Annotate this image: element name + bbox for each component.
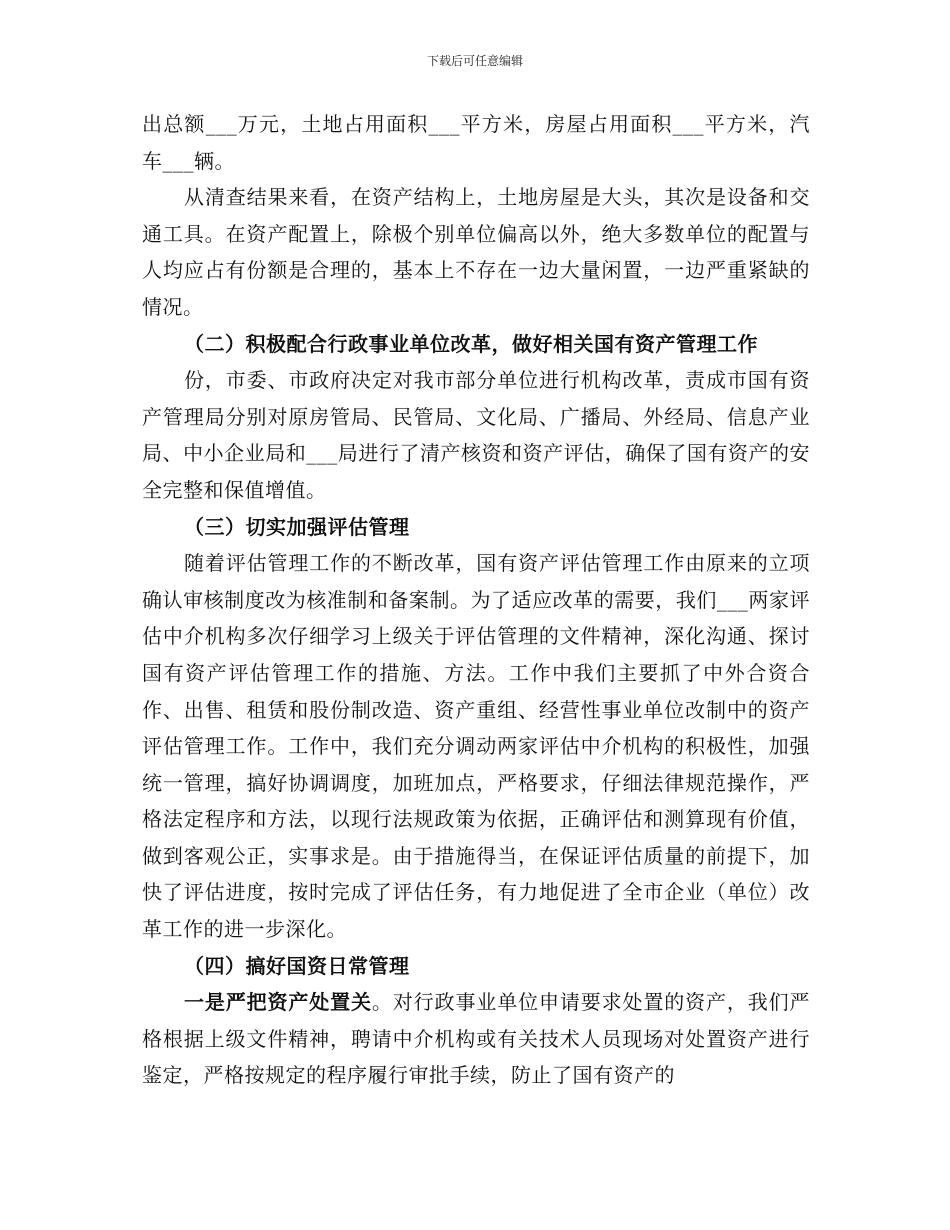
page-header: 下载后可任意编辑 [426,54,523,68]
paragraph-asset-totals: 出总额___万元，土地占用面积___平方米，房屋占用面积___平方米，汽车___辆。 [142,112,810,173]
paragraph-institutional-reform: 份，市委、市政府决定对我市部分单位进行机构改革，责成市国有资产管理局分别对原房管局、民管局、文化局、广播局、外经局、信息产业局、中小企业局和___局进行了清产核资和资产评估，确保了国有资产的安全完整和保值增值。 [142,368,810,502]
section-heading-4: （四）搞好国资日常管理 [184,953,410,978]
paragraph-evaluation-management: 随着评估管理工作的不断改革，国有资产评估管理工作由原来的立项确认审核制度改为核准制和备案制。为了适应改革的需要，我们___两家评估中介机构多次仔细学习上级关于评估管理的文件精神，深化沟通、探讨国有资产评估管理工作的措施、方法。工作中我们主要抓了中外合资合作、出售、租赁和股份制改造、资产重组、经营性事业单位改制中的资产评估管理工作。工作中，我们充分调动两家评估中介机构的积极性，加强统一管理，搞好协调调度，加班加点，严格要求，仔细法律规范操作，严格法定程序和方法，以现行法规政策为依据，正确评估和测算现有价值，做到客观公正，实事求是。由于措施得当，在保证评估质量的前提下，加快了评估进度，按时完成了评估任务，有力地促进了全市企业（单位）改革工作的进一步深化。 [142,551,810,942]
paragraph-asset-disposal [142,984,810,1094]
paragraph-inventory-results: 从清查结果来看，在资产结构上，土地房屋是大头，其次是设备和交通工具。在资产配置上，除极个别单位偏高以外，绝大多数单位的配置与人均应占有份额是合理的，基本上不存在一边大量闲置，一边严重紧缺的情况。 [142,185,810,319]
section-heading-3: （三）切实加强评估管理 [184,514,410,539]
paragraph-lead-text: 一是严把资产处置关 [184,990,372,1015]
paragraph-body-text: 。对行政事业单位申请要求处置的资产，我们严格根据上级文件精神，聘请中介机构或有关技术人员现场对处置资产进行鉴定，严格按规定的程序履行审批手续，防止了国有资产的 [142,990,811,1088]
section-heading-2: （二）积极配合行政事业单位改革，做好相关国有资产管理工作 [184,331,758,356]
document-body [142,106,810,1094]
